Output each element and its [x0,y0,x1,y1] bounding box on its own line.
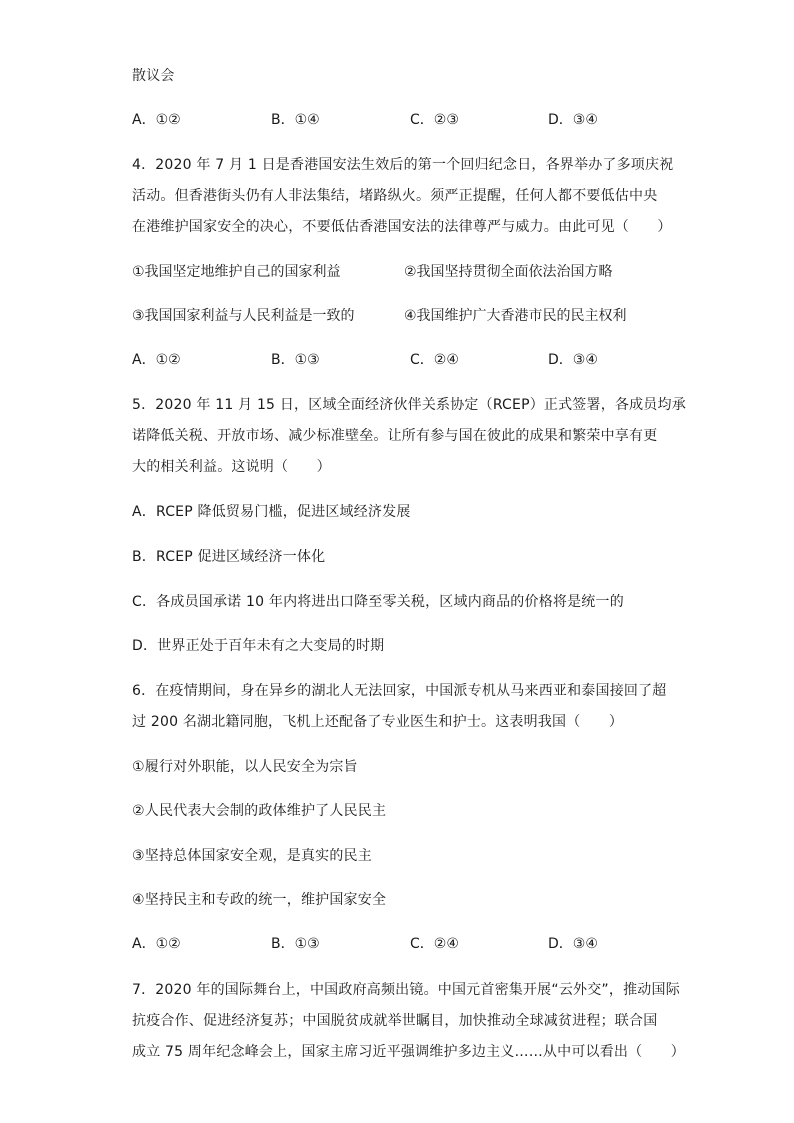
q3-option-a[interactable]: A．①② [132,112,181,128]
q6-stem-line-2: 过 200 名湖北籍同胞，飞机上还配备了专业医生和护士。这表明我国（ ） [132,714,624,730]
q6-stem-line-1: 6．在疫情期间，身在异乡的湖北人无法回家，中国派专机从马来西亚和泰国接回了超 [132,683,667,699]
q6-option-a[interactable]: A．①② [132,936,181,952]
q5-option-c[interactable]: C．各成员国承诺 10 年内将进出口降至零关税，区域内商品的价格将是统一的 [132,594,624,610]
q4-statement-3: ③我国国家利益与人民利益是一致的 [132,308,355,324]
q5-stem-line-1: 5．2020 年 11 月 15 日，区域全面经济伙伴关系协定（RCEP）正式签署，各成员均承 [132,397,686,413]
q3-options [132,110,692,130]
q4-statement-2: ②我国坚持贯彻全面依法治国方略 [404,264,613,280]
q5-option-d[interactable]: D．世界正处于百年未有之大变局的时期 [132,638,385,654]
q4-options [132,350,692,370]
q5-stem-line-2: 诺降低关税、开放市场、减少标准壁垒。让所有参与国在彼此的成果和繁荣中享有更 [132,428,658,444]
q4-statement-1: ①我国坚定地维护自己的国家利益 [132,264,341,280]
q5-option-a[interactable]: A．RCEP 降低贸易门槛，促进区域经济发展 [132,504,411,520]
q6-statement-1: ①履行对外职能，以人民安全为宗旨 [132,759,358,775]
q6-statement-2: ②人民代表大会制的政体维护了人民民主 [132,803,387,819]
q5-stem-line-3: 大的相关利益。这说明（ ） [132,459,331,475]
q7-stem-line-1: 7．2020 年的国际舞台上，中国政府高频出镜。中国元首密集开展“云外交”，推动国际 [132,982,680,998]
continuation-text: 散议会 [132,68,175,84]
q7-stem-line-3: 成立 75 周年纪念峰会上，国家主席习近平强调维护多边主义……从中可以看出（ ） [132,1044,685,1060]
q6-options [132,934,692,954]
q4-stem-line-3: 在港维护国家安全的决心，不要低估香港国安法的法律尊严与威力。由此可见（ ） [132,219,672,235]
q4-statements-row-2 [132,306,692,326]
q5-option-b[interactable]: B．RCEP 促进区域经济一体化 [132,549,326,565]
q4-option-a[interactable]: A．①② [132,352,181,368]
q4-option-b[interactable]: B．①③ [271,352,320,368]
q4-option-c[interactable]: C．②④ [410,352,459,368]
q6-option-b[interactable]: B．①③ [271,936,320,952]
q3-option-b[interactable]: B．①④ [271,112,320,128]
q4-stem-line-1: 4．2020 年 7 月 1 日是香港国安法生效后的第一个回归纪念日，各界举办了多项庆祝 [132,157,674,173]
q6-option-c[interactable]: C．②④ [410,936,459,952]
q3-option-c[interactable]: C．②③ [410,112,459,128]
q7-stem-line-2: 抗疫合作、促进经济复苏；中国脱贫成就举世瞩目，加快推动全球减贫进程；联合国 [132,1013,658,1029]
q6-statement-3: ③坚持总体国家安全观，是真实的民主 [132,848,372,864]
q6-statement-4: ④坚持民主和专政的统一，维护国家安全 [132,892,387,908]
q4-statements-row-1 [132,262,692,282]
q6-option-d[interactable]: D．③④ [548,936,598,952]
q4-option-d[interactable]: D．③④ [548,352,598,368]
q4-stem-line-2: 活动。但香港街头仍有人非法集结，堵路纵火。须严正提醒，任何人都不要低估中央 [132,188,658,204]
q3-option-d[interactable]: D．③④ [548,112,598,128]
q4-statement-4: ④我国维护广大香港市民的民主权利 [404,308,627,324]
